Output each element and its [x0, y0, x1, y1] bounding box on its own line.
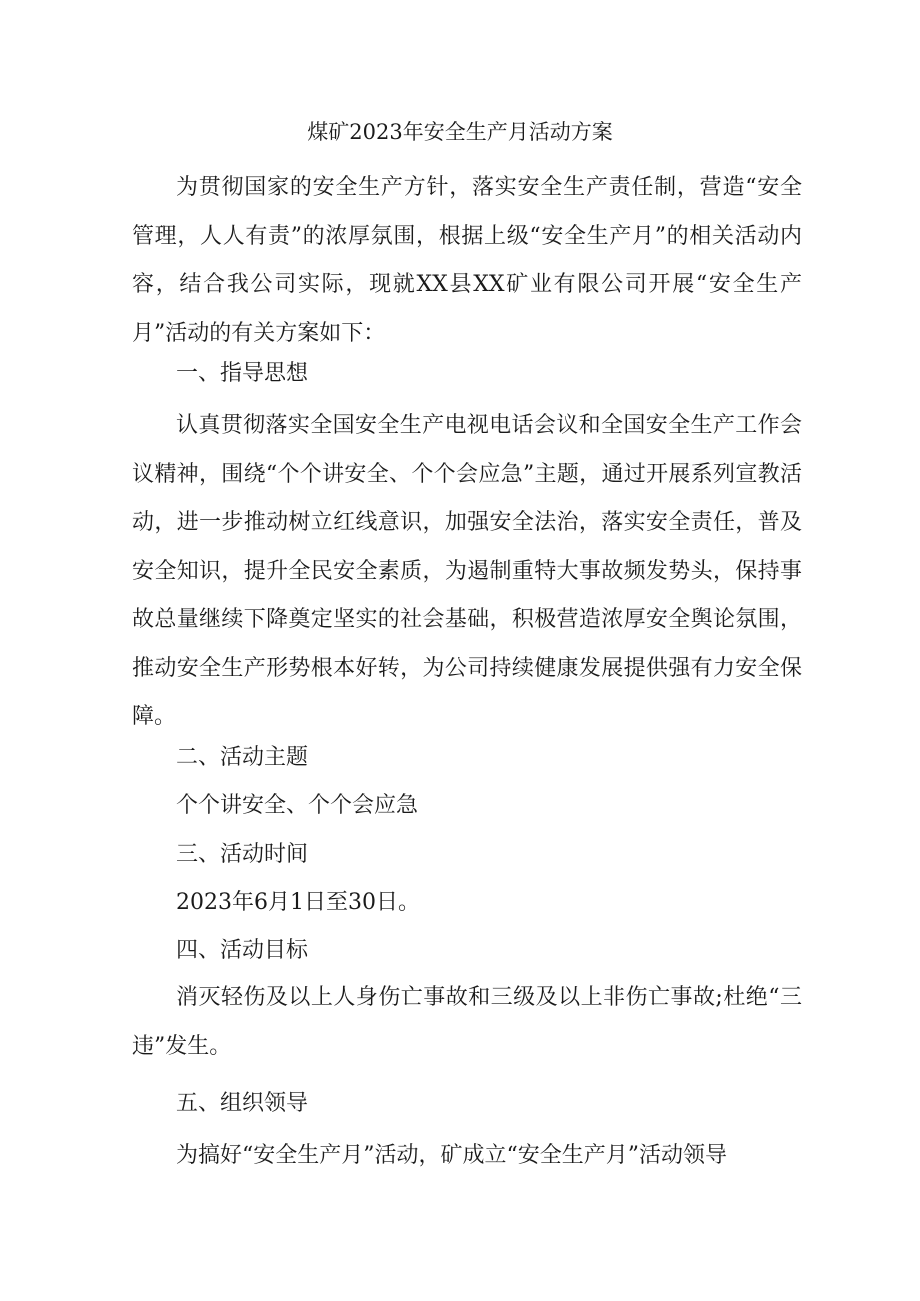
document-title: 煤矿2023年安全生产月活动方案 [307, 120, 613, 144]
section-heading-activity-theme: 二、活动主题 [176, 745, 309, 770]
section-body-organization: 为搞好“安全生产月”活动，矿成立“安全生产月”活动领导 [176, 1143, 727, 1168]
section-body-activity-theme: 个个讲安全、个个会应急 [176, 793, 419, 818]
section-heading-activity-time: 三、活动时间 [176, 842, 309, 867]
section-heading-guiding-ideology: 一、指导思想 [176, 361, 309, 386]
section-heading-activity-goal: 四、活动目标 [176, 938, 309, 963]
section-body-guiding-ideology: 认真贯彻落实全国安全生产电视电话会议和全国安全生产工作会议精神，围绕“个个讲安全、个个会应急”主题，通过开展系列宣教活动，进一步推动树立红线意识，加强安全法治，落实安全责任，普及安全知识，提升全民安全素质，为遏制重特大事故频发势头，保持事故总量继续下降奠定坚实的社会基础，积极营造浓厚安全舆论氛围，推动安全生产形势根本好转，为公司持续健康发展提供强有力安全保障。 [132, 413, 802, 729]
section-body-activity-time: 2023年6月1日至30日。 [176, 890, 420, 915]
section-heading-organization: 五、组织领导 [176, 1091, 309, 1116]
intro-paragraph: 为贯彻国家的安全生产方针，落实安全生产责任制，营造“安全管理，人人有责”的浓厚氛围，根据上级“安全生产月”的相关活动内容，结合我公司实际，现就XX县XX矿业有限公司开展“安全生产月”活动的有关方案如下： [132, 175, 802, 346]
section-body-activity-goal: 消灭轻伤及以上人身伤亡事故和三级及以上非伤亡事故;杜绝“三违”发生。 [132, 985, 802, 1059]
